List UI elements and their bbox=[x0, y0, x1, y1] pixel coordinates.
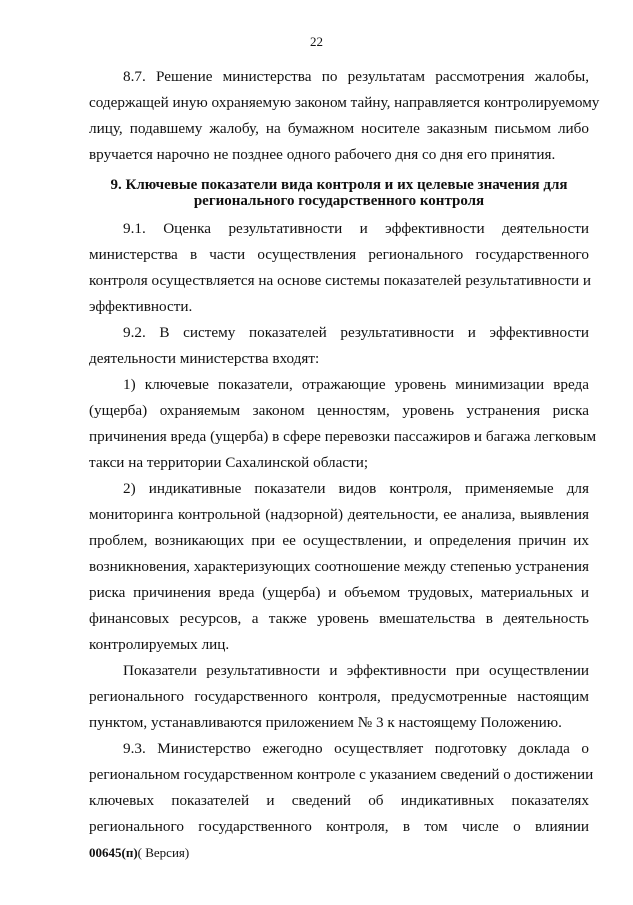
document-version: ( Версия) bbox=[137, 845, 190, 860]
text-line: пунктом, устанавливаются приложением № 3 к настоящему Положению. bbox=[89, 714, 562, 731]
document-code: 00645(п) bbox=[89, 845, 138, 860]
text-line: лицу, подавшему жалобу, на бумажном носителе заказным письмом либо bbox=[89, 120, 589, 137]
text-line: 1) ключевые показатели, отражающие уровень минимизации вреда bbox=[123, 376, 589, 393]
text-line: контролируемых лиц. bbox=[89, 636, 230, 653]
text-line: ключевых показателей и сведений об индикативных показателях bbox=[89, 792, 589, 809]
text-line: вручается нарочно не позднее одного рабочего дня со дня его принятия. bbox=[89, 146, 556, 163]
text-line: проблем, возникающих при ее осуществлении, и определения причин их bbox=[89, 532, 589, 549]
text-line: регионального государственного контроля, предусмотренные настоящим bbox=[89, 688, 589, 705]
document-footer bbox=[89, 845, 189, 861]
text-line: (ущерба) охраняемым законом ценностям, уровень устранения риска bbox=[89, 402, 589, 419]
page-number: 22 bbox=[310, 34, 323, 49]
text-line: деятельности министерства входят: bbox=[89, 350, 320, 367]
text-line: эффективности. bbox=[89, 298, 193, 315]
text-line: финансовых ресурсов, а также уровень вмешательства в деятельность bbox=[89, 610, 589, 627]
text-line: 9.2. В систему показателей результативности и эффективности bbox=[123, 324, 589, 341]
text-line: причинения вреда (ущерба) в сфере перевозки пассажиров и багажа легковым bbox=[89, 428, 597, 445]
heading-line: регионального государственного контроля bbox=[193, 193, 485, 209]
text-line: мониторинга контрольной (надзорной) деятельности, ее анализа, выявления bbox=[89, 506, 589, 523]
text-line: содержащей иную охраняемую законом тайну, направляется контролируемому bbox=[89, 94, 600, 111]
text-line: контроля осуществляется на основе системы показателей результативности и bbox=[89, 272, 592, 289]
text-line: 2) индикативные показатели видов контроля, применяемые для bbox=[123, 480, 589, 497]
text-line: Показатели результативности и эффективности при осуществлении bbox=[123, 662, 589, 679]
text-line: министерства в части осуществления регионального государственного bbox=[89, 246, 589, 263]
text-line: региональном государственном контроле с указанием сведений о достижении bbox=[89, 766, 594, 783]
text-line: 8.7. Решение министерства по результатам рассмотрения жалобы, bbox=[123, 68, 589, 85]
text-line: регионального государственного контроля, в том числе о влиянии bbox=[89, 818, 589, 835]
text-line: 9.1. Оценка результативности и эффективности деятельности bbox=[123, 220, 589, 237]
text-line: риска причинения вреда (ущерба) и объемом трудовых, материальных и bbox=[89, 584, 589, 601]
text-line: возникновения, характеризующих соотношение между степенью устранения bbox=[89, 558, 589, 575]
heading-line: 9. Ключевые показатели вида контроля и их целевые значения для bbox=[110, 177, 568, 193]
text-line: 9.3. Министерство ежегодно осуществляет подготовку доклада о bbox=[123, 740, 589, 757]
text-line: такси на территории Сахалинской области; bbox=[89, 454, 369, 471]
